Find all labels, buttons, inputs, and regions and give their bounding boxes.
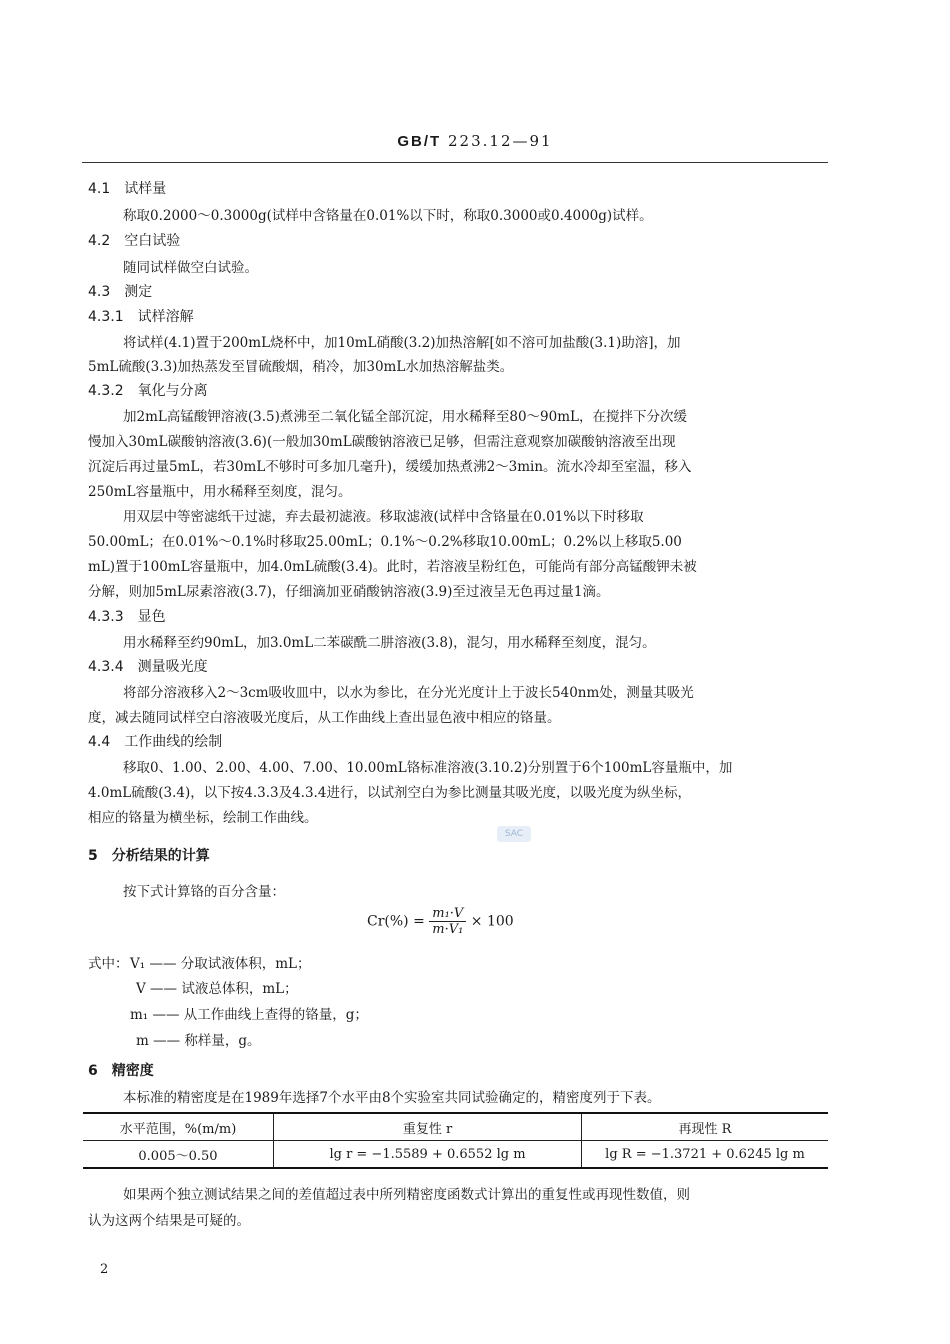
table-cell: lg r = −1.5589 + 0.6552 lg m bbox=[274, 1141, 582, 1169]
precision-table bbox=[83, 1112, 828, 1169]
paragraph-line: 认为这两个结果是可疑的。 bbox=[88, 1213, 250, 1229]
section-5-intro: 按下式计算铬的百分含量： bbox=[123, 884, 285, 900]
section-5-title: 5 分析结果的计算 bbox=[88, 848, 210, 864]
paragraph-line: 相应的铬量为横坐标，绘制工作曲线。 bbox=[88, 810, 318, 826]
section-4-2-title: 4.2 空白试验 bbox=[88, 233, 181, 249]
paragraph-line: 4.0mL硫酸(3.4)，以下按4.3.3及4.3.4进行，以试剂空白为参比测量其吸光度，以吸光度为纵坐标， bbox=[88, 785, 691, 801]
paragraph-line: 慢加入30mL碳酸钠溶液(3.6)(一般加30mL碳酸钠溶液已足够，但需注意观察加碳酸钠溶液至出现 bbox=[88, 434, 676, 450]
formula-fraction bbox=[429, 906, 466, 937]
section-4-3-3-title: 4.3.3 显色 bbox=[88, 609, 166, 625]
variable-definition: m₁ —— 从工作曲线上查得的铬量，g； bbox=[130, 1007, 368, 1023]
formula bbox=[367, 906, 514, 937]
paragraph-line: 用双层中等密滤纸干过滤，弃去最初滤液。移取滤液(试样中含铬量在0.01%以下时移取 bbox=[123, 509, 644, 525]
table-header-row bbox=[83, 1113, 828, 1141]
section-4-1-text: 称取0.2000～0.3000g(试样中含铬量在0.01%以下时，称取0.3000或0.4000g)试样。 bbox=[123, 208, 653, 224]
watermark-stamp: SAC bbox=[497, 826, 531, 842]
section-4-3-1-title: 4.3.1 试样溶解 bbox=[88, 309, 194, 325]
section-4-2-text: 随同试样做空白试验。 bbox=[123, 260, 258, 276]
section-4-4-title: 4.4 工作曲线的绘制 bbox=[88, 734, 223, 750]
table-row bbox=[83, 1141, 828, 1169]
section-4-3-title: 4.3 测定 bbox=[88, 284, 153, 300]
section-6-intro: 本标准的精密度是在1989年选择7个水平由8个实验室共同试验确定的，精密度列于下表。 bbox=[123, 1090, 661, 1106]
section-6-title: 6 精密度 bbox=[88, 1063, 154, 1079]
section-4-3-4-title: 4.3.4 测量吸光度 bbox=[88, 659, 208, 675]
paragraph-line: 5mL硫酸(3.3)加热蒸发至冒硫酸烟，稍冷，加30mL水加热溶解盐类。 bbox=[88, 359, 514, 375]
section-4-3-2-title: 4.3.2 氧化与分离 bbox=[88, 383, 208, 399]
paragraph-line: 将部分溶液移入2～3cm吸收皿中，以水为参比，在分光光度计上于波长540nm处，测量其吸光 bbox=[123, 685, 694, 701]
formula-numerator: m₁·V bbox=[429, 906, 466, 922]
table-header-cell: 重复性 r bbox=[274, 1113, 582, 1141]
variable-definition: V —— 试液总体积，mL； bbox=[136, 981, 298, 997]
paragraph-line: 加2mL高锰酸钾溶液(3.5)煮沸至二氧化锰全部沉淀，用水稀释至80～90mL，在搅拌下分次缓 bbox=[123, 409, 687, 425]
paragraph-line: 分解，则加5mL尿素溶液(3.7)，仔细滴加亚硝酸钠溶液(3.9)至过液呈无色再过量1滴。 bbox=[88, 584, 610, 600]
section-4-1-title: 4.1 试样量 bbox=[88, 181, 167, 197]
paragraph-line: 度，减去随同试样空白溶液吸光度后，从工作曲线上查出显色液中相应的铬量。 bbox=[88, 710, 561, 726]
header-rule bbox=[82, 162, 828, 163]
where-prefix: 式中： bbox=[88, 956, 129, 972]
paragraph-line: 50.00mL；在0.01%～0.1%时移取25.00mL；0.1%～0.2%移取10.00mL；0.2%以上移取5.00 bbox=[88, 534, 682, 550]
table-cell: 0.005～0.50 bbox=[83, 1141, 274, 1169]
document-header bbox=[0, 132, 950, 150]
variable-definition: V₁ —— 分取试液体积，mL； bbox=[130, 956, 311, 972]
standard-prefix: GB/T bbox=[397, 133, 442, 150]
formula-rhs: × 100 bbox=[470, 913, 514, 930]
paragraph-line: 沉淀后再过量5mL，若30mL不够时可多加几毫升)，缓缓加热煮沸2～3min。流水冷却至室温，移入 bbox=[88, 459, 692, 475]
page-number: 2 bbox=[100, 1262, 109, 1277]
section-4-3-3-text: 用水稀释至约90mL，加3.0mL二苯碳酰二肼溶液(3.8)，混匀，用水稀释至刻度，混匀。 bbox=[123, 635, 656, 651]
paragraph-line: 250mL容量瓶中，用水稀释至刻度，混匀。 bbox=[88, 484, 352, 500]
standard-number: 223.12—91 bbox=[448, 132, 553, 150]
table-cell: lg R = −1.3721 + 0.6245 lg m bbox=[582, 1141, 829, 1169]
paragraph-line: 移取0、1.00、2.00、4.00、7.00、10.00mL铬标准溶液(3.10.2)分别置于6个100mL容量瓶中，加 bbox=[123, 760, 733, 776]
paragraph-line: 将试样(4.1)置于200mL烧杯中，加10mL硝酸(3.2)加热溶解[如不溶可加盐酸(3.1)助溶]，加 bbox=[123, 335, 681, 351]
paragraph-line: 如果两个独立测试结果之间的差值超过表中所列精密度函数式计算出的重复性或再现性数值，则 bbox=[123, 1187, 690, 1203]
table-header-cell: 再现性 R bbox=[582, 1113, 829, 1141]
paragraph-line: mL)置于100mL容量瓶中，加4.0mL硫酸(3.4)。此时，若溶液呈粉红色，可能尚有部分高锰酸钾未被 bbox=[88, 559, 697, 575]
formula-lhs: Cr(%) = bbox=[367, 913, 425, 930]
variable-definition: m —— 称样量，g。 bbox=[136, 1033, 261, 1049]
formula-denominator: m·V₁ bbox=[432, 922, 464, 937]
table-header-cell: 水平范围，%(m/m) bbox=[83, 1113, 274, 1141]
